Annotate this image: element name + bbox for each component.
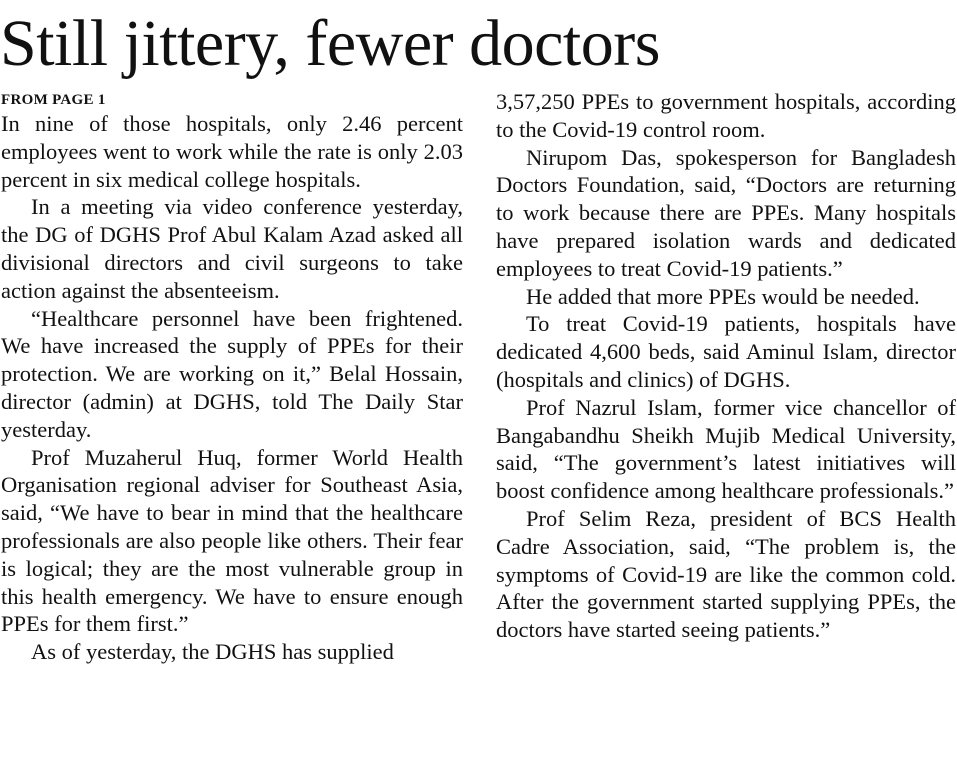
paragraph: In a meeting via video conference yesterday, the DG of DGHS Prof Abul Kalam Azad asked all divisional directors and civil surgeons to take action against the absenteeism. — [1, 194, 463, 303]
paragraph: As of yesterday, the DGHS has supplied — [31, 639, 394, 665]
paragraph: In nine of those hospitals, only 2.46 percent employees went to work while the rate is only 2.03 percent in six medical college hospitals. — [1, 111, 463, 192]
paragraph: Prof Selim Reza, president of BCS Health Cadre Association, said, “The problem is, the symptoms of Covid-19 are like the common cold. After the government started supplying PPEs, the doctors have started seeing patients.” — [496, 505, 956, 643]
article-column-right — [496, 88, 956, 644]
paragraph: Prof Muzaherul Huq, former World Health Organisation regional adviser for Southeast Asia, said, “We have to bear in mind that the healthcare professionals are also people like others. Their fear is logical; they are the most vulnerable group in this health emergency. We have to ensure enough PPEs for them first.” — [1, 444, 463, 637]
paragraph: 3,57,250 PPEs to government hospitals, according to the Covid-19 control room. — [496, 89, 956, 142]
headline: Still jittery, fewer doctors — [0, 7, 660, 80]
paragraph: To treat Covid-19 patients, hospitals have dedicated 4,600 beds, said Aminul Islam, director (hospitals and clinics) of DGHS. — [496, 311, 956, 392]
article-column-left — [1, 90, 463, 666]
paragraph: Nirupom Das, spokesperson for Bangladesh Doctors Foundation, said, “Doctors are returning to work because there are PPEs. Many hospitals have prepared isolation wards and dedicated employees to treat Covid-19 patients.” — [496, 144, 956, 281]
paragraph: “Healthcare personnel have been frightened. We have increased the supply of PPEs for their protection. We are working on it,” Belal Hossain, director (admin) at DGHS, told The Daily Star yesterday. — [1, 305, 463, 442]
paragraph: He added that more PPEs would be needed. — [526, 283, 920, 309]
paragraph: Prof Nazrul Islam, former vice chancellor of Bangabandhu Sheikh Mujib Medical University, said, “The government’s latest initiatives will boost confidence among healthcare professionals.” — [496, 394, 956, 504]
jump-line: FROM PAGE 1 — [1, 92, 106, 108]
